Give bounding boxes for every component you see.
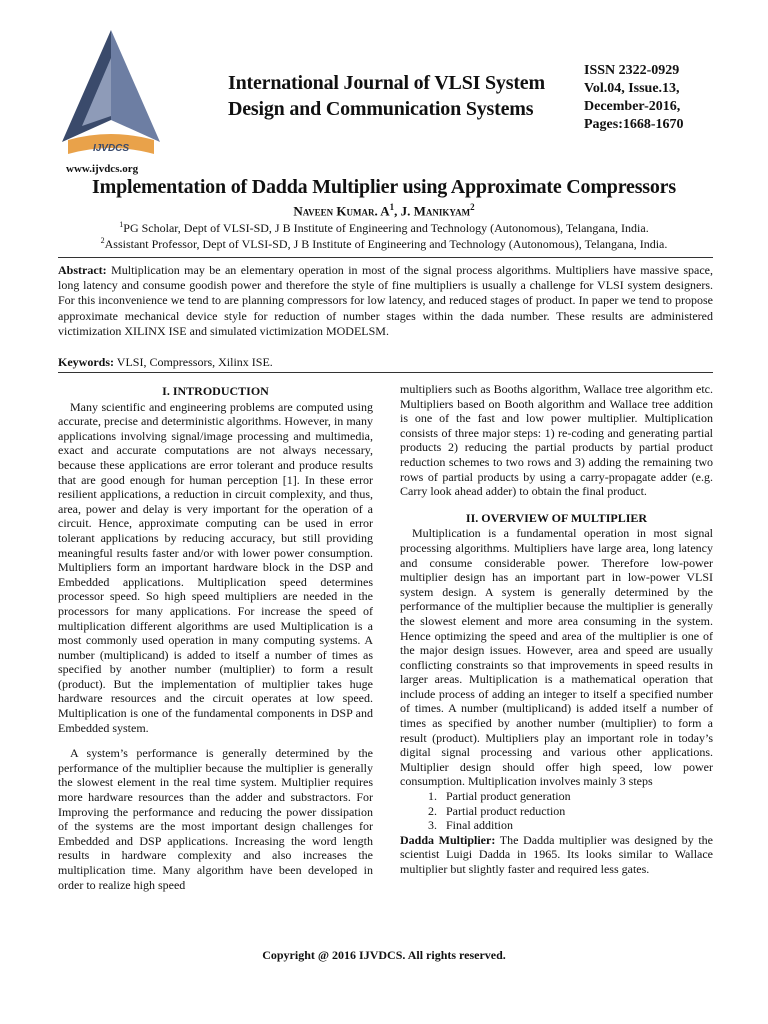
journal-title-line2: Design and Communication Systems: [228, 98, 534, 120]
dadda-label: Dadda Multiplier:: [400, 832, 496, 847]
journal-title: [228, 70, 573, 122]
logo-triangle-right: [111, 30, 160, 142]
abstract: [58, 263, 713, 339]
issue-info: [584, 62, 734, 134]
copyright-footer: Copyright @ 2016 IJVDCS. All rights reserved.: [262, 948, 506, 962]
abstract-label: Abstract:: [58, 263, 107, 277]
dadda-text: The Dadda multiplier was designed by the scientist Luigi Dadda in 1965. Its looks similar to Wallace multiplier but slightly faster and required less gates.: [400, 832, 713, 876]
logo-text: IJVDCS: [92, 143, 130, 154]
affiliation-1-text: PG Scholar, Dept of VLSI-SD, J B Institute of Engineering and Technology (Autonomous), Telangana, India.: [123, 221, 649, 235]
dadda-paragraph: [400, 833, 713, 877]
issn: ISSN 2322-0929: [584, 63, 680, 78]
page-range: Pages:1668-1670: [584, 117, 684, 132]
list-item: 1. Partial product generation: [440, 789, 713, 804]
section-heading-introduction: I. INTRODUCTION: [162, 384, 269, 398]
keywords-label: Keywords:: [58, 355, 114, 369]
website-link[interactable]: www.ijvdcs.org: [66, 163, 139, 175]
author-line: [0, 202, 768, 219]
section-gap: [400, 499, 713, 511]
author-2: J. Manikyam: [400, 203, 471, 219]
list-item: 3. Final addition: [440, 818, 713, 833]
volume-issue: Vol.04, Issue.13,: [584, 81, 680, 96]
abstract-text: Multiplication may be an elementary operation in most of the signal process algorithms. Multipliers have massive space, long latency and consume goodish power and therefore the style of fine multipliers is usually a challenge for VLSI system designers. For this inconvenience we tend to are planning compressors for low latency, and reduced stages of product. In paper we tend to propose approximate mechanical device style for reduction of number stages within the dada number. These results are administered victimization XILINX ISE and simulated victimization MODELSM.: [58, 263, 713, 338]
intro-paragraph-continued: multipliers such as Booths algorithm, Wallace tree algorithm etc. Multipliers based on Booth algorithm and Wallace tree addition is one of the fast and low power multiplier. Multiplication consists of three major steps: 1) re-coding and generating partial products 2) reducing the partial products by partial product reduction schemes to two rows and 3) adding the remaining two rows of partial products by using a carry-propagate adder (e.g. Carry look ahead adder) to obtain the final product.: [400, 382, 713, 499]
paragraph-gap: [58, 735, 373, 746]
affiliation-2-text: Assistant Professor, Dept of VLSI-SD, J B Institute of Engineering and Technology (Autonomous), Telangana, India.: [104, 237, 668, 251]
author-1-sup: 1: [389, 202, 395, 212]
journal-title-line1: International Journal of VLSI System: [228, 72, 545, 94]
intro-paragraph-1: Many scientific and engineering problems are computed using accurate, precise and deterministic algorithms. However, in many applications involving signal/image processing and multimedia, exact and accurate computations are not always necessary, because these applications are error tolerant and produce results that are good enough for human perception [1]. In these error resilient applications, a reduction in circuit complexity, and thus, area, power and delay is very important for the operation of a circuit. Hence, approximate computing can be used in error tolerant applications by reducing accuracy, but still providing meaningful results faster and/or with lower power consumption. Multipliers form an important hardware block in the DSP and Embedded applications. Multiplication speed determines processor speed. So high speed multipliers are needed in the processors for many applications. For increase the speed of multiplication different algorithms are used Multiplication is a most commonly used operation in many computing systems. A number (multiplicand) is added to itself a number of times as specified by another number (multiplier) to form a result (product). But the implementation of multiplier takes huge hardware resources and the circuit operates at low speed. Multiplication is one of the fundamental components in DSP and Embedded system.: [58, 399, 373, 735]
author-1: Naveen Kumar. A: [293, 203, 390, 219]
steps-list: [400, 789, 713, 833]
affiliation-2: [0, 236, 768, 252]
section-heading-overview: II. OVERVIEW OF MULTIPLIER: [465, 510, 648, 525]
list-item: 2. Partial product reduction: [440, 804, 713, 819]
paper-title: Implementation of Dadda Multiplier using Approximate Compressors: [92, 176, 676, 198]
keywords-text: VLSI, Compressors, Xilinx ISE.: [114, 355, 273, 369]
divider-bottom: [58, 372, 713, 373]
divider-top: [58, 257, 713, 258]
author-2-sup: 2: [470, 202, 475, 212]
left-column: [58, 384, 373, 892]
keywords: [58, 355, 713, 370]
affiliation-1: [0, 220, 768, 236]
journal-logo: [60, 28, 162, 166]
issue-date: December-2016,: [584, 99, 681, 114]
right-column: [400, 382, 713, 877]
affiliation-2-sup: 2: [100, 236, 105, 245]
affiliation-1-sup: 1: [119, 220, 124, 229]
intro-paragraph-2: A system’s performance is generally determined by the performance of the multiplier because the multiplier is generally the slowest element in the real time system. Multiplier requires more hardware resources than the adder and substractors. For Improving the performance and reducing the power dissipation of the systems are the most important design challenges for Embedded and DSP applications. Increasing the word length results in hardware complexity and also increases the multiplication time. Many algorithm have been developed in order to realize high speed: [58, 746, 373, 892]
overview-paragraph-1: Multiplication is a fundamental operation in most signal processing algorithms. Multipliers have large area, long latency and consume considerable power. Therefore low-power multiplier design has an important part in low-power VLSI system design. A system is generally determined by the performance of the multiplier because the multiplier is generally the slowest element and more area consuming in the system. Hence optimizing the speed and area of the multiplier is one of the major design issues. However, area and speed are usually conflicting constraints so that improvements in speed results in larger areas. Multiplication is a mathematical operation that include process of adding an integer to itself a specified number of times. A number (multiplicand) is added itself a number of times as specified by another number (multiplier) to form a result (product). Multipliers play an important role in today’s digital signal processing and various other applications. Multiplier design should offer high speed, low power consumption. Multiplication involves mainly 3 steps: [400, 526, 713, 789]
author-separator: ,: [394, 203, 401, 219]
